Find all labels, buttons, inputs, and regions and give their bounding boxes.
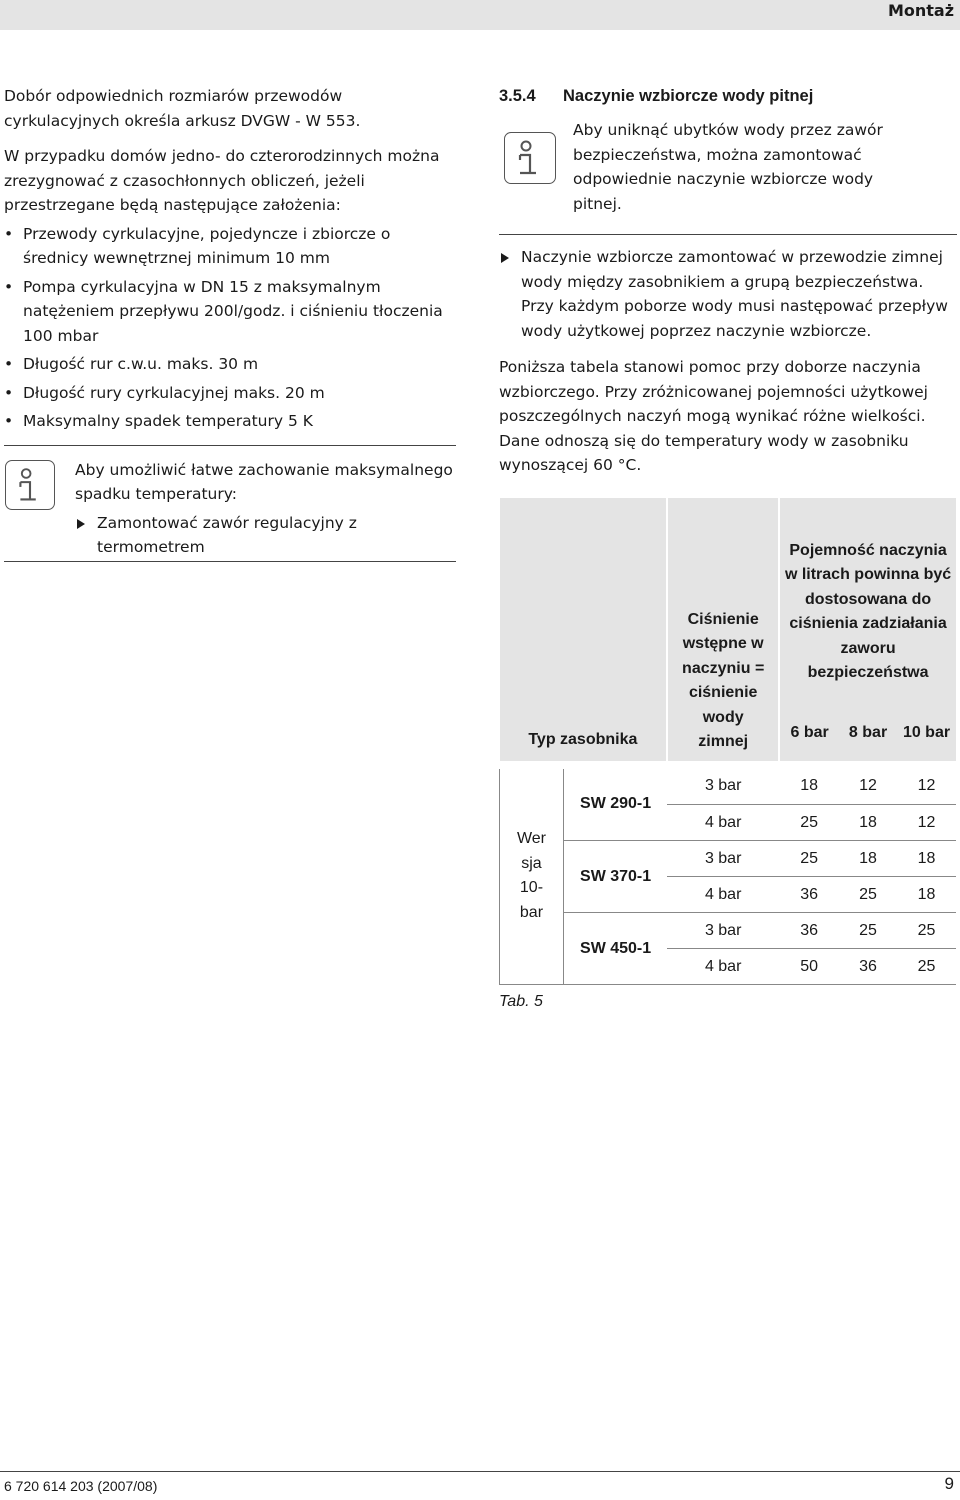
header-capacity: Pojemność naczynia w litrach powinna być dostosowana do ciśnienia zadziałania zaworu bezpieczeństwa <box>779 498 956 721</box>
pressure-cell: 3 bar <box>667 841 779 877</box>
value-cell: 25 <box>779 805 839 841</box>
action-result-text: Przy każdym poborze wody musi następować przepływ wody użytkowej poprzez naczynie wzbiorcze. <box>521 297 948 340</box>
header-8-bar: 8 bar <box>839 721 897 761</box>
info-icon <box>5 460 55 510</box>
list-item: • Pompa cyrkulacyjna w DN 15 z maksymalnym natężeniem przepływu 200l/godz. i ciśnieniu tłoczenia 100 mbar <box>4 275 460 349</box>
list-item: • Przewody cyrkulacyjne, pojedyncze i zbiorcze o średnicy wewnętrznej minimum 10 mm <box>4 222 460 271</box>
header-10-bar: 10 bar <box>897 721 956 761</box>
value-cell: 36 <box>779 877 839 913</box>
pressure-cell: 4 bar <box>667 949 779 985</box>
note-text: Aby umożliwić łatwe zachowanie maksymalnego spadku temperatury: <box>75 460 453 503</box>
section-title: Naczynie wzbiorcze wody pitnej <box>563 87 814 105</box>
value-cell: 18 <box>839 805 897 841</box>
model-name: SW 370-1 <box>563 841 667 913</box>
header-pressure: Ciśnienie wstępne w naczyniu = ciśnienie wody zimnej <box>667 498 779 761</box>
model-name: SW 450-1 <box>563 913 667 985</box>
section-number: 3.5.4 <box>499 87 536 105</box>
header-bar <box>0 0 960 30</box>
pressure-cell: 4 bar <box>667 805 779 841</box>
action-result <box>499 294 957 343</box>
value-cell: 18 <box>897 877 956 913</box>
note-text: Aby uniknąć ubytków wody przez zawór bezpieczeństwa, można zamontować odpowiednie naczynie wzbiorcze wody pitnej. <box>573 121 883 213</box>
version-cell: Wer sja 10- bar <box>500 769 564 985</box>
header-storage-type: Typ zasobnika <box>500 498 668 761</box>
right-column <box>499 84 957 1011</box>
value-cell: 25 <box>897 949 956 985</box>
info-icon <box>504 132 556 184</box>
info-note <box>4 445 456 562</box>
paragraph-dvgw: Dobór odpowiednich rozmiarów przewodów cyrkulacyjnych określa arkusz DVGW - W 553. <box>4 87 361 130</box>
page-number: 9 <box>944 1474 954 1493</box>
value-cell: 36 <box>779 913 839 949</box>
document-number: 6 720 614 203 (2007/08) <box>4 1478 158 1494</box>
value-cell: 18 <box>897 841 956 877</box>
value-cell: 25 <box>839 877 897 913</box>
value-cell: 12 <box>897 769 956 805</box>
value-cell: 18 <box>839 841 897 877</box>
value-cell: 18 <box>779 769 839 805</box>
assumptions-list <box>4 222 460 434</box>
value-cell: 25 <box>897 913 956 949</box>
header-6-bar: 6 bar <box>779 721 839 761</box>
action-text: Naczynie wzbiorcze zamontować w przewodzie zimnej wody między zasobnikiem a grupą bezpieczeństwa. <box>521 248 943 291</box>
pressure-cell: 4 bar <box>667 877 779 913</box>
header-title: Montaż <box>887 1 954 20</box>
list-item: • Długość rury cyrkulacyjnej maks. 20 m <box>4 381 460 406</box>
arrow-icon <box>501 253 509 263</box>
list-item: • Maksymalny spadek temperatury 5 K <box>4 409 460 434</box>
left-column <box>4 84 460 562</box>
action-item <box>75 511 455 560</box>
info-note <box>499 116 957 235</box>
footer-divider <box>0 1471 960 1472</box>
model-name: SW 290-1 <box>563 769 667 841</box>
list-item: • Długość rur c.w.u. maks. 30 m <box>4 352 460 377</box>
table-caption: Tab. 5 <box>499 993 543 1010</box>
value-cell: 25 <box>779 841 839 877</box>
value-cell: 12 <box>897 805 956 841</box>
value-cell: 50 <box>779 949 839 985</box>
pressure-cell: 3 bar <box>667 913 779 949</box>
paragraph-assumptions: W przypadku domów jedno- do czterorodzinnych można zrezygnować z czasochłonnych obliczeń, jeżeli przestrzegane będą następujące założenia: <box>4 147 440 214</box>
value-cell: 25 <box>839 913 897 949</box>
section-heading <box>499 84 957 108</box>
paragraph-table-intro: Poniższa tabela stanowi pomoc przy doborze naczynia wzbiorczego. Przy zróżnicowanej pojemności użytkowej poszczególnych naczyń mogą wynikać różne wielkości. Dane odnoszą się do temperatury wody w zasobniku wynoszącej 60 °C. <box>499 358 928 474</box>
value-cell: 12 <box>839 769 897 805</box>
action-text: Zamontować zawór regulacyjny z termometrem <box>97 513 357 556</box>
value-cell: 36 <box>839 949 897 985</box>
arrow-icon <box>77 519 85 529</box>
pressure-cell: 3 bar <box>667 769 779 805</box>
action-item <box>499 245 957 294</box>
expansion-vessel-table <box>499 498 956 986</box>
